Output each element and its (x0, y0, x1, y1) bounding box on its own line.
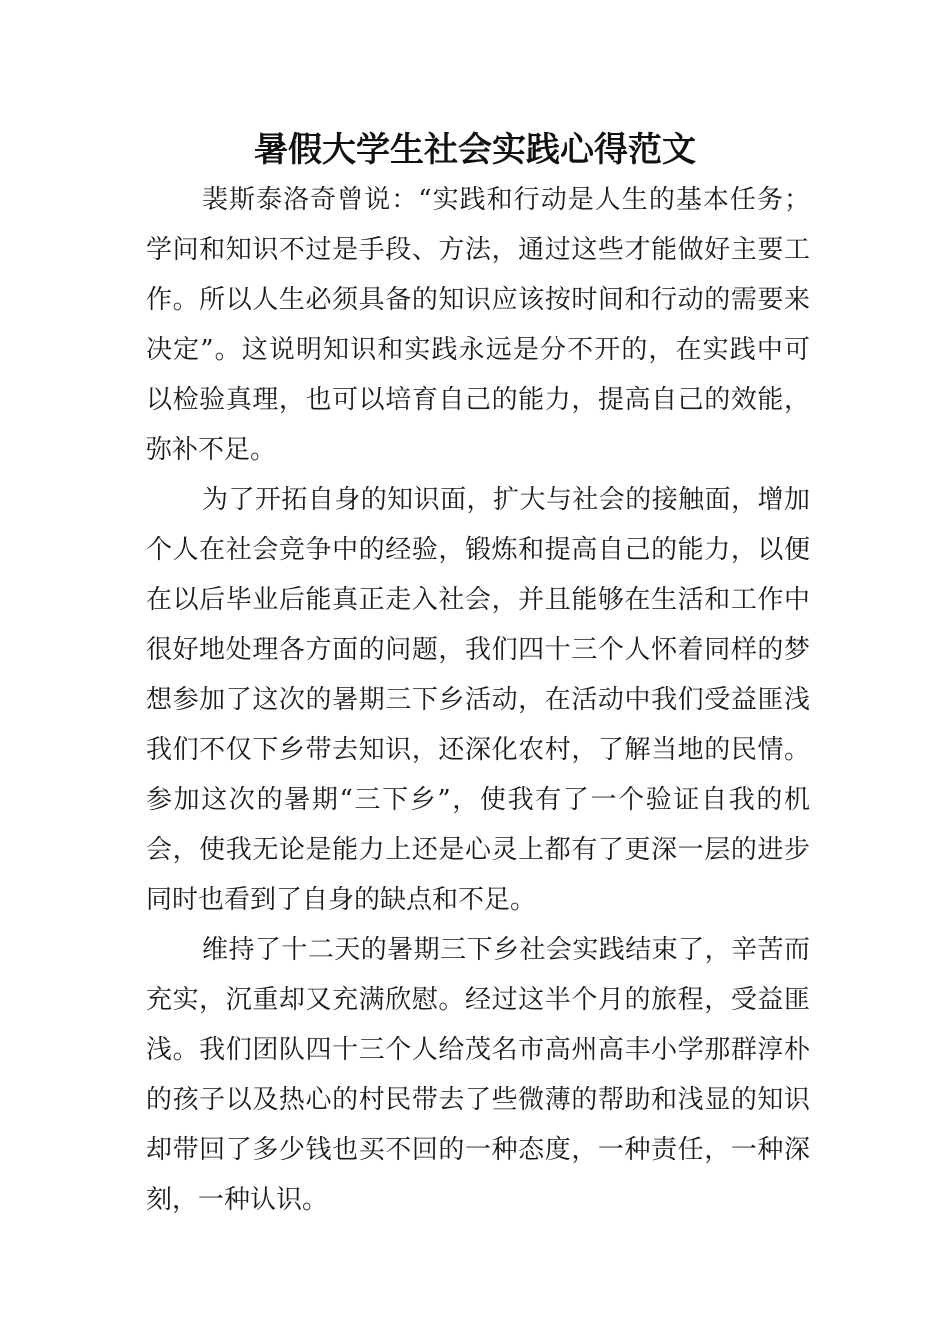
paragraph-1-line-5: 以检验真理，也可以培育自己的能力，提高自己的效能， (146, 385, 810, 415)
paragraph-2-line-4: 很好地处理各方面的问题，我们四十三个人怀着同样的梦 (146, 635, 810, 665)
paragraph-1-line-2: 学问和知识不过是手段、方法，通过这些才能做好主要工 (146, 235, 810, 265)
paragraph-1-line-6: 弥补不足。 (146, 435, 277, 465)
paragraph-1-line-1: 裴斯泰洛奇曾说：“实践和行动是人生的基本任务； (202, 185, 810, 215)
document-title: 暑假大学生社会实践心得范文 (254, 130, 696, 170)
paragraph-2-line-8: 会，使我无论是能力上还是心灵上都有了更深一层的进步 (146, 835, 810, 865)
paragraph-1-line-4: 决定”。这说明知识和实践永远是分不开的，在实践中可 (146, 335, 810, 365)
paragraph-3-line-4: 的孩子以及热心的村民带去了些微薄的帮助和浅显的知识 (146, 1085, 810, 1115)
paragraph-2-line-3: 在以后毕业后能真正走入社会，并且能够在生活和工作中 (146, 585, 810, 615)
paragraph-2-line-9: 同时也看到了自身的缺点和不足。 (146, 885, 537, 915)
paragraph-2-line-7: 参加这次的暑期“三下乡”，使我有了一个验证自我的机 (146, 785, 810, 815)
paragraph-3-line-3: 浅。我们团队四十三个人给茂名市高州高丰小学那群淳朴 (146, 1035, 810, 1065)
paragraph-3-line-5: 却带回了多少钱也买不回的一种态度，一种责任，一种深 (146, 1135, 810, 1165)
paragraph-2-line-2: 个人在社会竞争中的经验，锻炼和提高自己的能力，以便 (146, 535, 810, 565)
paragraph-1-line-3: 作。所以人生必须具备的知识应该按时间和行动的需要来 (146, 285, 810, 315)
paragraph-2-line-5: 想参加了这次的暑期三下乡活动，在活动中我们受益匪浅 (146, 685, 810, 715)
paragraph-3-line-2: 充实，沉重却又充满欣慰。经过这半个月的旅程，受益匪 (146, 985, 810, 1015)
paragraph-3-line-6: 刻，一种认识。 (146, 1185, 329, 1215)
paragraph-2-line-1: 为了开拓自身的知识面，扩大与社会的接触面，增加 (202, 485, 810, 515)
paragraph-2-line-6: 我们不仅下乡带去知识，还深化农村，了解当地的民情。 (146, 735, 810, 765)
paragraph-3-line-1: 维持了十二天的暑期三下乡社会实践结束了，辛苦而 (202, 935, 810, 965)
